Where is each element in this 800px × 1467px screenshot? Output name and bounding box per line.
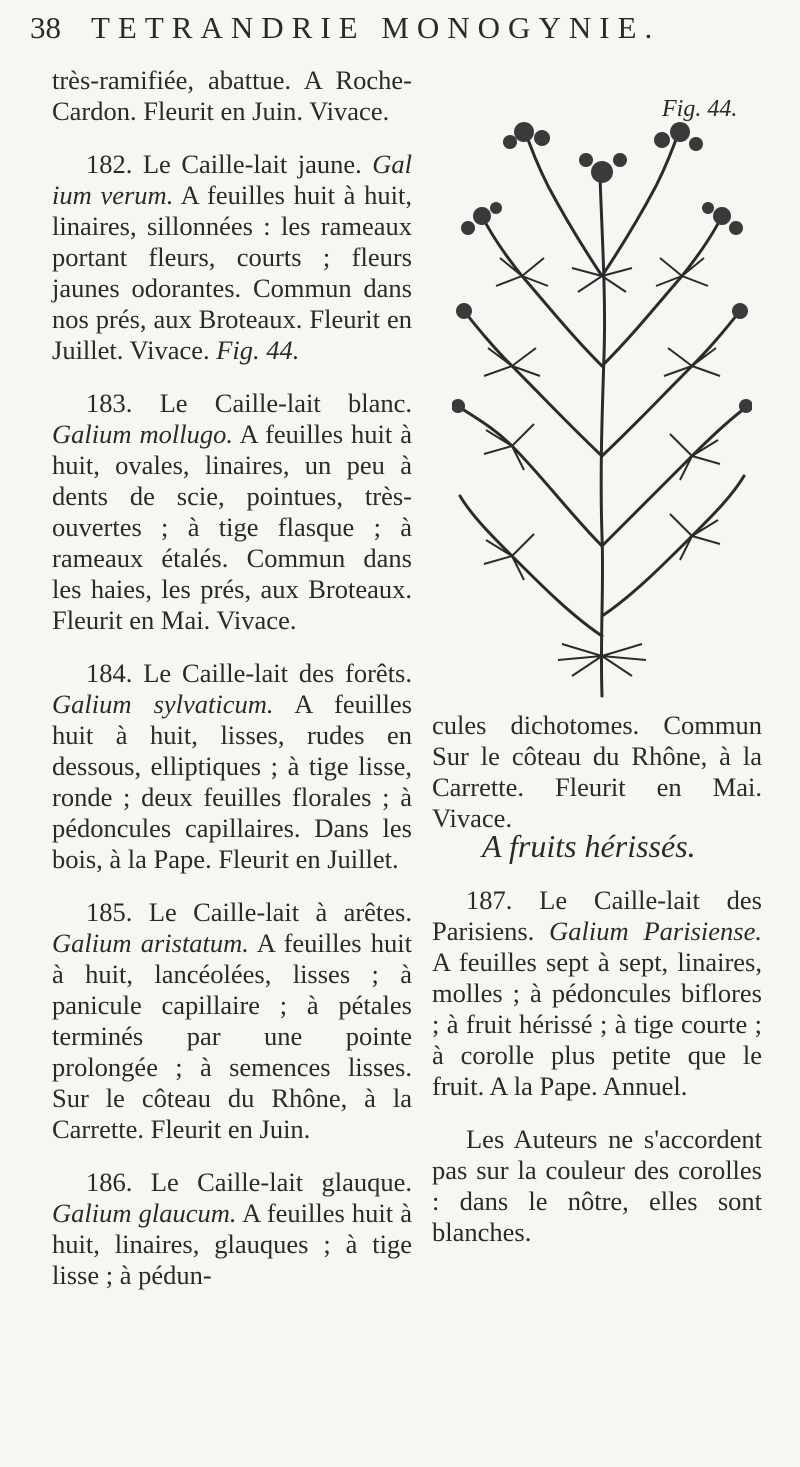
page-number: 38 bbox=[30, 10, 61, 45]
entry-186 bbox=[52, 1167, 412, 1291]
latin-name: Galium aristatum. bbox=[52, 928, 249, 958]
right-column bbox=[432, 65, 762, 856]
section-heading: A fruits hérissés. bbox=[482, 828, 696, 864]
common-name: Le Caille-lait blanc. bbox=[159, 388, 412, 418]
entry-description: A feuilles huit à huit, lisses, rudes en dessous, elliptiques ; à tige lisse, ronde ; deux feuilles florales ; à pédoncules capillaires. Dans les bois, à la Pape. Fleurit en Juillet. bbox=[52, 689, 412, 874]
entry-183 bbox=[52, 388, 412, 636]
entry-description: A feuilles huit à huit, lancéolées, lisses ; à panicule capillaire ; à pétales terminés par une pointe prolongée ; à semences lisses. Sur le côteau du Rhône, à la Carrette. Fleurit en Juin. bbox=[52, 928, 412, 1144]
common-name: Le Caille-lait des Parisiens. bbox=[432, 885, 762, 946]
entry-number: 184. bbox=[86, 658, 133, 688]
note-text: Les Auteurs ne s'accordent pas sur la couleur des corolles : dans le nôtre, elles sont blanches. bbox=[432, 1124, 762, 1247]
entry-number: 183. bbox=[86, 388, 133, 418]
entry-description: A feuilles sept à sept, linaires, molles ; à pédoncules biflores ; à fruit hérissé ; à tige courte ; à corolle plus petite que le fruit. A la Pape. Annuel. bbox=[432, 947, 762, 1101]
continuation-paragraph: cules dichotomes. Commun Sur le côteau du Rhône, à la Carrette. Fleurit en Mai. Vivace. bbox=[432, 710, 762, 833]
entry-number: 182. bbox=[86, 149, 133, 179]
entry-182 bbox=[52, 149, 412, 366]
latin-name: Galium Parisiense. bbox=[549, 916, 762, 946]
entry-description: A feuilles huit à huit, linaires, sillonnées : les rameaux portant fleurs, courts ; fleurs jaunes odorantes. Commun dans nos prés, aux Broteaux. Fleurit en Juillet. Vivace. bbox=[52, 180, 412, 365]
latin-name: Galium mollugo. bbox=[52, 419, 233, 449]
entry-187 bbox=[432, 885, 762, 1102]
common-name: Le Caille-lait glauque. bbox=[150, 1167, 413, 1197]
entry-number: 186. bbox=[86, 1167, 133, 1197]
entry-description: A feuilles huit à huit, ovales, linaires, un peu à dents de scie, pointues, très-ouvertes ; à tige flasque ; à rameaux étalés. Commun dans les haies, les prés, aux Broteaux. Fleurit en Mai. Vivace. bbox=[52, 419, 412, 635]
latin-name: Galium glaucum. bbox=[52, 1198, 237, 1228]
figure-reference: Fig. 44. bbox=[216, 335, 300, 365]
entry-184 bbox=[52, 658, 412, 875]
running-header bbox=[30, 10, 790, 62]
header-title: TETRANDRIE MONOGYNIE. bbox=[91, 10, 661, 45]
common-name: Le Caille-lait jaune. bbox=[142, 149, 362, 179]
right-column-lower bbox=[432, 885, 762, 1270]
common-name: Le Caille-lait à arêtes. bbox=[148, 897, 412, 927]
intro-paragraph: très-ramifiée, abattue. A Roche-Cardon. Fleurit en Juin. Vivace. bbox=[52, 65, 412, 126]
entry-description: A feuilles huit à huit, linaires, glauques ; à tige lisse ; à pédun- bbox=[52, 1198, 412, 1290]
left-column bbox=[52, 65, 412, 1313]
latin-name: Galium sylvaticum. bbox=[52, 689, 274, 719]
common-name: Le Caille-lait des forêts. bbox=[143, 658, 412, 688]
latin-name: Gal ium verum. bbox=[52, 149, 413, 210]
figure-label: Fig. 44. bbox=[662, 96, 738, 122]
entry-number: 185. bbox=[86, 897, 133, 927]
entry-number: 187. bbox=[466, 885, 513, 915]
entry-185 bbox=[52, 897, 412, 1145]
note-paragraph bbox=[432, 1124, 762, 1248]
